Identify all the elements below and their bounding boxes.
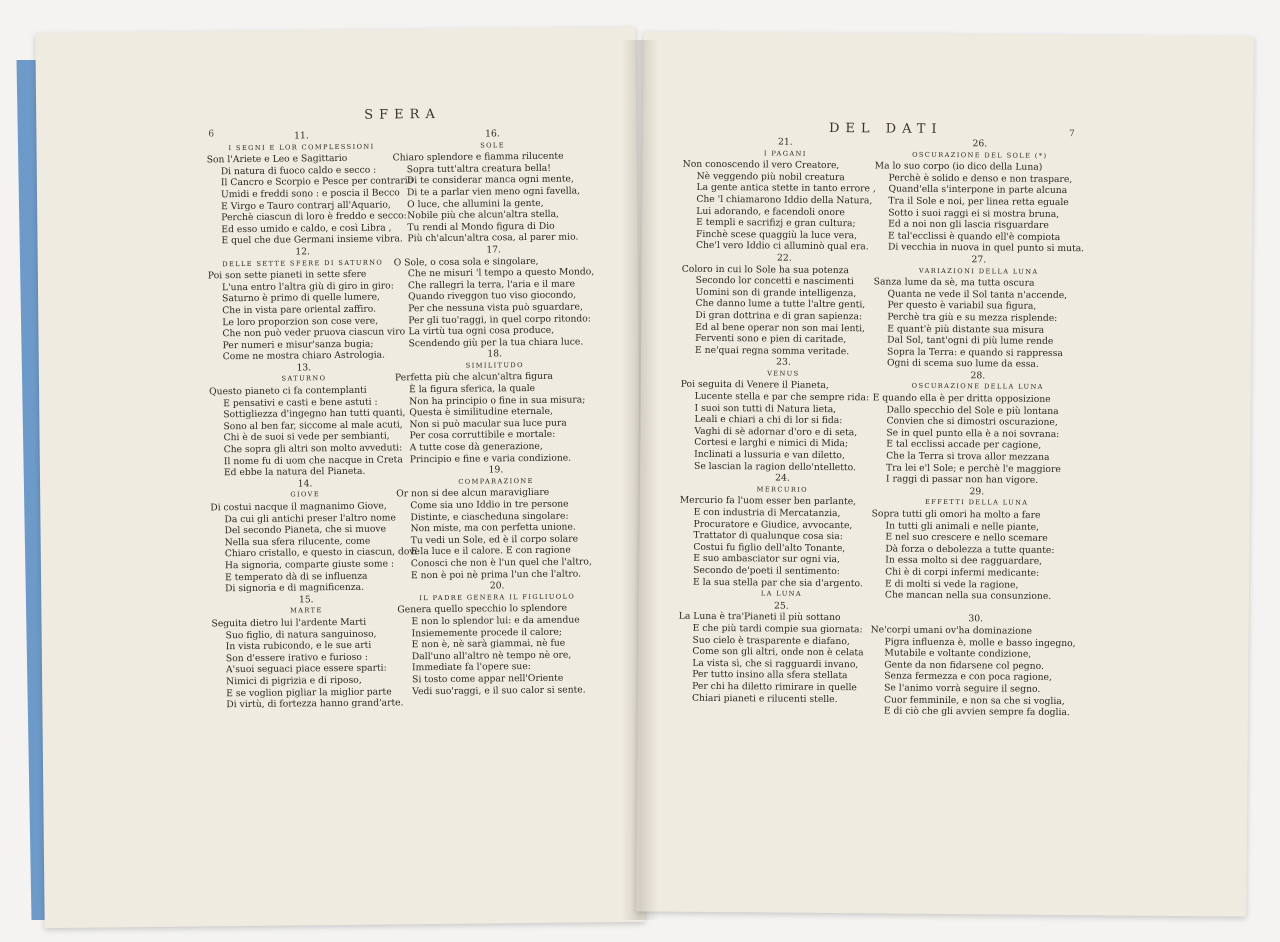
- stanza-number: 18.: [487, 348, 503, 360]
- verse-line: E non è poi nè prima l'un che l'altro.: [410, 568, 582, 581]
- verse-line: Coloro in cui lo Sole ha sua potenza: [681, 263, 850, 276]
- stanza-number: 25.: [773, 600, 789, 612]
- verse-line: Distinte, e ciascheduna singolare:: [410, 510, 569, 523]
- verse-line: Sopra tutti gli omori ha molto a fare: [871, 508, 1041, 521]
- verse-line: E non lo splendor lui: e da amendue: [411, 614, 580, 628]
- verse-line: Ogni di scema suo lume da essa.: [886, 357, 1039, 371]
- verse-line: Ha signoria, comparte giuste some :: [224, 558, 395, 572]
- verse-line: Tra lei e'l Sole; e perchè l'e maggiore: [886, 462, 1061, 475]
- right-page: [636, 31, 1254, 916]
- verse-line: E pensativi e casti e bene astuti :: [223, 396, 378, 409]
- verse-line: Questo pianeto ci fa contemplanti: [209, 384, 367, 398]
- stanza-number: 28.: [970, 370, 986, 382]
- verse-line: Perchè tra giù e su mezza risplende:: [887, 311, 1058, 324]
- verse-line: Che la Terra si trova allor mezzana: [886, 450, 1050, 463]
- left-page: [35, 27, 644, 928]
- verse-line: Dà forza o debolezza a tutte quante:: [885, 543, 1055, 556]
- verse-line: Questa è similitudine eternale,: [409, 406, 553, 419]
- stanza-heading: OSCURAZIONE DELLA LUNA: [911, 382, 1044, 392]
- verse-line: I raggi di passar non han vigore.: [885, 473, 1039, 487]
- verse-line: Sanza lume da sè, ma tutta oscura: [873, 276, 1035, 289]
- verse-line: Chiaro cristallo, e questo in ciascun, dove: [224, 546, 421, 560]
- verse-line: La virtù tua ogni cosa produce,: [408, 324, 555, 338]
- verse-line: Immediate fa l'opere sue:: [411, 661, 531, 674]
- verse-line: Ed al bene operar non son mai lenti,: [695, 321, 866, 334]
- running-head: SFERA: [364, 106, 441, 123]
- stanza-number: 24.: [775, 472, 790, 484]
- verse-line: Di natura di fuoco caldo e secco :: [220, 164, 377, 178]
- book-gutter: [622, 40, 658, 920]
- stanza-number: 30.: [968, 613, 984, 625]
- verse-line: Seguita dietro lui l'ardente Marti: [211, 616, 367, 630]
- stanza-heading: MARTE: [290, 606, 323, 615]
- verse-line: Sottigliezza d'ingegno han tutti quanti,: [223, 407, 406, 421]
- verse-line: I suoi son tutti di Natura lieta,: [694, 402, 837, 415]
- verse-line: Perchè è solido e denso e non traspare,: [888, 172, 1073, 185]
- verse-line: Lui adorando, e facendoli onore: [696, 205, 845, 218]
- stanza-number: 12.: [295, 246, 311, 258]
- stanza-heading: VENUS: [767, 369, 800, 378]
- verse-line: Poi son sette pianeti in sette sfere: [207, 268, 367, 282]
- verse-line: Del secondo Pianeta, che si muove: [224, 523, 387, 537]
- verse-line: Ma lo suo corpo (io dico della Luna): [874, 160, 1043, 174]
- verse-line: Leali e chiari a chi di lor si fida:: [694, 414, 843, 427]
- verse-line: Perfetta più che alcun'altra figura: [394, 371, 553, 384]
- verse-line: Non ha principio o fine in sua misura;: [409, 394, 586, 407]
- verse-line: Procuratore e Giudice, avvocante,: [693, 518, 853, 531]
- verse-line: Di virtù, di fortezza hanno grand'arte.: [226, 697, 404, 711]
- verse-line: Conosci che non è l'un quel che l'altro,: [410, 556, 592, 570]
- stanza-number: 11.: [294, 130, 309, 142]
- stanza-heading: I SEGNI E LOR COMPLESSIONI: [228, 142, 375, 152]
- verse-line: Che sopra gli altri son molto avveduti:: [223, 442, 403, 456]
- stanza-heading: DELLE SETTE SFERE DI SATURNO: [222, 258, 384, 268]
- verse-line: Per tutto insino alla sfera stellata: [692, 669, 848, 682]
- verse-line: Per gli tuo'raggi, in quel corpo ritondo:: [408, 312, 591, 326]
- verse-line: E di molti si vede la ragione,: [884, 578, 1019, 591]
- verse-line: Cortesi e larghi e nimici di Mida;: [694, 437, 849, 450]
- verse-line: Da cui gli antichi preser l'altro nome: [224, 512, 396, 525]
- verse-line: Trattator di qualunque cosa sia:: [693, 529, 843, 543]
- verse-line: Convien che si dimostri oscurazione,: [886, 415, 1058, 429]
- stanza-number: 19.: [488, 464, 504, 476]
- right-page-column-2: [870, 137, 1085, 718]
- verse-line: Che ne misuri 'l tempo a questo Mondo,: [407, 266, 595, 280]
- stanza-heading: MERCURIO: [756, 485, 809, 494]
- verse-line: Cuor femminile, e non sa che si voglia,: [883, 693, 1065, 707]
- verse-line: E di ciò che gli avvien sempre fa doglia.: [883, 705, 1070, 719]
- verse-line: Non conoscendo il vero Creatore,: [682, 158, 840, 172]
- stanza-heading: SIMILITUDO: [465, 360, 524, 370]
- verse-line: E tal ecclissi accade per cagione,: [886, 438, 1042, 452]
- verse-line: Sopra tutt'altra creatura bella!: [406, 162, 551, 176]
- verse-line: In tutti gli animali e nelle piante,: [885, 520, 1040, 533]
- verse-line: Costui fu figlio dell'alto Tonante,: [693, 541, 846, 554]
- verse-line: Che in vista pare oriental zaffiro.: [222, 303, 377, 317]
- verse-line: Mercurio fa l'uom esser ben parlante,: [679, 495, 857, 508]
- verse-line: E suo ambasciator sur ogni via,: [693, 553, 841, 566]
- verse-line: Come son gli altri, onde non è celata: [692, 645, 864, 659]
- verse-line: Tu vedi un Sole, ed è il corpo solare: [410, 533, 579, 547]
- stanza-heading: SATURNO: [281, 374, 327, 384]
- stanza-heading: LA LUNA: [760, 589, 803, 598]
- verse-line: Di vecchia in nuova in quel punto si muta.: [887, 241, 1085, 255]
- verse-line: Umidi e freddi sono : e poscia il Becco: [220, 187, 400, 201]
- verse-line: Son l'Ariete e Leo e Sagittario: [206, 153, 348, 166]
- verse-line: Suo figlio, di natura sanguinoso,: [225, 628, 377, 641]
- verse-line: Più ch'alcun'altra cosa, al parer mio.: [407, 231, 579, 245]
- verse-line: Suo cielo è trasparente e diafano,: [692, 634, 850, 647]
- verse-line: Come ne mostra chiaro Astrologia.: [222, 349, 386, 363]
- verse-line: Senza fermezza e con poca ragione,: [884, 670, 1052, 684]
- verse-line: Di costui nacque il magnanimo Giove,: [210, 500, 387, 514]
- right-page-column-1: [678, 136, 888, 706]
- verse-line: Quando riveggon tuo viso giocondo,: [408, 289, 577, 303]
- verse-line: Che danno lume a tutte l'altre genti,: [695, 298, 866, 311]
- stanza-number: 14.: [297, 478, 313, 490]
- verse-line: Per numeri e misur'sanza bugia;: [222, 338, 374, 351]
- verse-line: E la sua stella par che sia d'argento.: [693, 576, 863, 589]
- stanza-number: 26.: [972, 138, 988, 150]
- left-page-column-1: [206, 129, 421, 711]
- verse-line: Scendendo giù per la tua chiara luce.: [408, 336, 584, 349]
- verse-line: Vedi suo'raggi, e il suo calor si sente.: [412, 683, 586, 697]
- stanza-number: 27.: [971, 254, 987, 266]
- verse-line: Se lascian la ragion dello'ntelletto.: [694, 460, 856, 473]
- verse-line: Uomini son di grande intelligenza,: [695, 286, 857, 299]
- verse-line: Ed a noi non gli lascia risguardare: [888, 218, 1049, 232]
- verse-line: Si tosto come appar nell'Oriente: [412, 672, 564, 686]
- verse-line: Se in quel punto ella è a noi sovrana:: [886, 427, 1060, 440]
- verse-line: Che'l vero Iddio ci alluminò qual era.: [695, 240, 869, 253]
- verse-line: O luce, che allumini la gente,: [407, 197, 544, 210]
- verse-line: Il nome fu di uom che nacque in Creta: [223, 453, 403, 467]
- stanza-number: 21.: [778, 136, 793, 148]
- verse-line: E nel suo crescere e nello scemare: [885, 531, 1048, 545]
- verse-line: Dall'uno all'altro nè tempo nè ore,: [411, 649, 572, 662]
- verse-line: E non è, nè sarà giammai, nè fue: [411, 637, 566, 651]
- verse-line: Nobile più che alcun'altra stella,: [407, 208, 560, 222]
- verse-line: Saturno è primo di quelle lumere,: [222, 291, 381, 305]
- verse-line: Le loro proporzion son cose vere,: [222, 315, 379, 328]
- verse-line: Dallo specchio del Sole e più lontana: [886, 404, 1059, 417]
- verse-line: E se voglion pigliar la miglior parte: [226, 685, 392, 699]
- verse-line: Nè veggendo più nobil creatura: [696, 170, 845, 183]
- verse-line: Tu rendi al Mondo figura di Dio: [407, 220, 555, 234]
- verse-line: A tutte cose dà generazione,: [409, 440, 543, 454]
- verse-line: A'suoi seguaci piace essere sparti:: [225, 662, 387, 676]
- verse-line: Sopra la Terra: e quando si rappressa: [887, 346, 1063, 359]
- verse-line: Finchè scese quaggiù la luce vera,: [696, 228, 858, 241]
- stanza-heading: EFFETTI DELLA LUNA: [924, 498, 1029, 508]
- verse-line: Tra il Sole e noi, per linea retta eguale: [888, 195, 1069, 209]
- verse-line: Di te considerar manca ogni mente,: [406, 173, 574, 187]
- stanza-heading: OSCURAZIONE DEL SOLE (*): [912, 150, 1048, 160]
- verse-line: E ne'quai regna somma veritade.: [695, 344, 850, 357]
- stanza-number: 13.: [296, 362, 312, 374]
- verse-line: Che 'l chiamarono Iddio della Natura,: [696, 193, 873, 207]
- verse-line: Di signoria e di magnificenza.: [225, 581, 365, 595]
- verse-line: Che mancan nella sua consunzione.: [884, 589, 1052, 603]
- verse-line: Per che nessuna vista può sguardare,: [408, 301, 583, 315]
- stanza-heading: I PAGANI: [763, 149, 807, 158]
- verse-line: E quant'è più distante sua misura: [887, 322, 1045, 336]
- verse-line: Secondo de'poeti il sentimento:: [693, 564, 840, 578]
- verse-line: La gente antica stette in tanto errore ,: [696, 182, 876, 195]
- verse-line: Mutabile e voltante condizione,: [884, 647, 1032, 660]
- verse-line: Insiememente procede il calore;: [411, 626, 563, 639]
- verse-line: E con industria di Mercatanzia,: [693, 506, 841, 520]
- verse-line: Il Cancro e Scorpio e Pesce per contrario: [220, 175, 414, 189]
- page-number: 7: [1068, 129, 1075, 140]
- running-head: DEL DATI: [828, 120, 943, 137]
- verse-line: E templi e sacrifizj e gran cultura;: [696, 216, 856, 230]
- verse-line: Nimici di pigrizia e di riposo,: [226, 674, 362, 688]
- stanza-heading: SOLE: [480, 140, 505, 150]
- stanza-number: 29.: [969, 486, 985, 498]
- verse-line: E tal'ecclissi è quando ell'è compiota: [888, 230, 1061, 243]
- verse-line: Ed esso umido e caldo, e così Libra ,: [221, 222, 392, 235]
- verse-line: Inclinati a lussuria e van diletto,: [694, 448, 845, 462]
- page-number: 6: [208, 129, 215, 140]
- verse-line: Son d'essere irativo e furioso :: [225, 651, 368, 664]
- verse-line: Chi è di corpi infermi medicante:: [885, 566, 1040, 579]
- stanza-heading: VARIAZIONI DELLA LUNA: [918, 266, 1039, 276]
- verse-line: Quand'ella s'interpone in parte alcuna: [888, 183, 1068, 197]
- verse-line: E Virgo e Tauro contrarj all'Aquario,: [221, 199, 391, 212]
- stanza-number: 16.: [485, 128, 500, 140]
- verse-line: E che più tardi compie sua giornata:: [692, 622, 863, 636]
- verse-line: Genera quello specchio lo splendore: [397, 602, 568, 616]
- stanza-number: 20.: [489, 580, 505, 592]
- verse-line: E quando ella è per dritta opposizione: [872, 392, 1051, 405]
- verse-line: Secondo lor concetti e nascimenti: [695, 274, 854, 288]
- verse-line: Ed ebbe la natura del Pianeta.: [223, 465, 366, 479]
- verse-line: Non si può macular sua luce pura: [409, 417, 567, 431]
- verse-line: Non miste, ma con perfetta unione.: [410, 521, 576, 535]
- verse-line: Principio e fine e varia condizione.: [409, 452, 572, 465]
- verse-line: Per questo è variabil sua figura,: [887, 299, 1037, 313]
- left-page-column-2: [392, 127, 598, 697]
- verse-line: L'una entro l'altra giù di giro in giro:: [221, 280, 394, 293]
- verse-line: Come sia uno Iddio in tre persone: [410, 498, 569, 512]
- verse-line: Di te a parlar vien meno ogni favella,: [406, 185, 581, 199]
- verse-line: Sono al ben far, siccome al male acuti,: [223, 419, 403, 433]
- verse-line: Sotto i suoi raggi ei si mostra bruna,: [888, 207, 1060, 220]
- verse-line: Ferventi sono e pien di caritade,: [695, 332, 847, 346]
- verse-line: Vaghi di sè adornar d'oro e di seta,: [694, 425, 858, 439]
- verse-line: Dal Sol, tant'ogni di più lume rende: [887, 334, 1054, 348]
- verse-line: Ne'corpi umani ov'ha dominazione: [870, 624, 1033, 637]
- verse-line: È la figura sferica, la quale: [409, 383, 536, 396]
- verse-line: Pigra influenza è, molle e basso ingegno,: [884, 636, 1076, 649]
- verse-line: Nella sua sfera rilucente, come: [224, 535, 371, 548]
- verse-line: Per chi ha diletto rimirare in quelle: [692, 680, 857, 694]
- verse-line: Quanta ne vede il Sol tanta n'accende,: [887, 288, 1068, 301]
- stanza-number: 23.: [776, 356, 791, 368]
- verse-line: Se l'animo vorrà seguire il segno.: [884, 682, 1041, 695]
- verse-line: Poi seguita di Venere il Pianeta,: [680, 379, 829, 392]
- verse-line: E quel che due Germani insieme vibra.: [221, 233, 403, 247]
- verse-line: Or non si dee alcun maravigliare: [396, 487, 550, 500]
- verse-line: Per cosa corruttibile e mortale:: [409, 429, 556, 442]
- stanza-heading: COMPARAZIONE: [458, 476, 534, 486]
- verse-line: Di gran dottrina e di gran sapienza:: [695, 309, 863, 323]
- verse-line: Che rallegri la terra, l'aria e il mare: [407, 278, 576, 291]
- verse-line: E temperato dà di se influenza: [224, 570, 368, 583]
- verse-line: Gente da non fidarsene col pegno.: [884, 659, 1044, 672]
- verse-line: Che non può veder pruova ciascun viro: [222, 326, 406, 340]
- stanza-number: 15.: [298, 594, 314, 606]
- stanza-number: 17.: [486, 244, 501, 256]
- verse-line: Chi è de suoi si vede per sembianti,: [223, 430, 390, 444]
- stanza-number: 22.: [777, 252, 792, 264]
- verse-line: Chiari pianeti e rilucenti stelle.: [691, 692, 838, 705]
- verse-line: La vista sì, che si ragguardi invano,: [692, 657, 859, 670]
- verse-line: Lucente stella e par che sempre rida:: [694, 390, 870, 404]
- verse-line: Chiaro splendore e fiamma rilucente: [392, 150, 564, 164]
- verse-line: O Sole, o cosa sola e singolare,: [393, 255, 539, 268]
- verse-line: In essa molto si dee ragguardare,: [885, 554, 1043, 568]
- verse-line: La Luna è tra'Pianeti il più sottano: [678, 611, 841, 624]
- verse-line: In vista rubicondo, e le sue arti: [225, 639, 372, 653]
- verse-line: Perchè ciascun di loro è freddo e secco:: [221, 210, 407, 224]
- verse-line: E la luce e il calore. E con ragione: [410, 544, 571, 558]
- stanza-heading: GIOVE: [290, 490, 321, 499]
- stanza-heading: IL PADRE GENERA IL FIGLIUOLO: [419, 592, 576, 602]
